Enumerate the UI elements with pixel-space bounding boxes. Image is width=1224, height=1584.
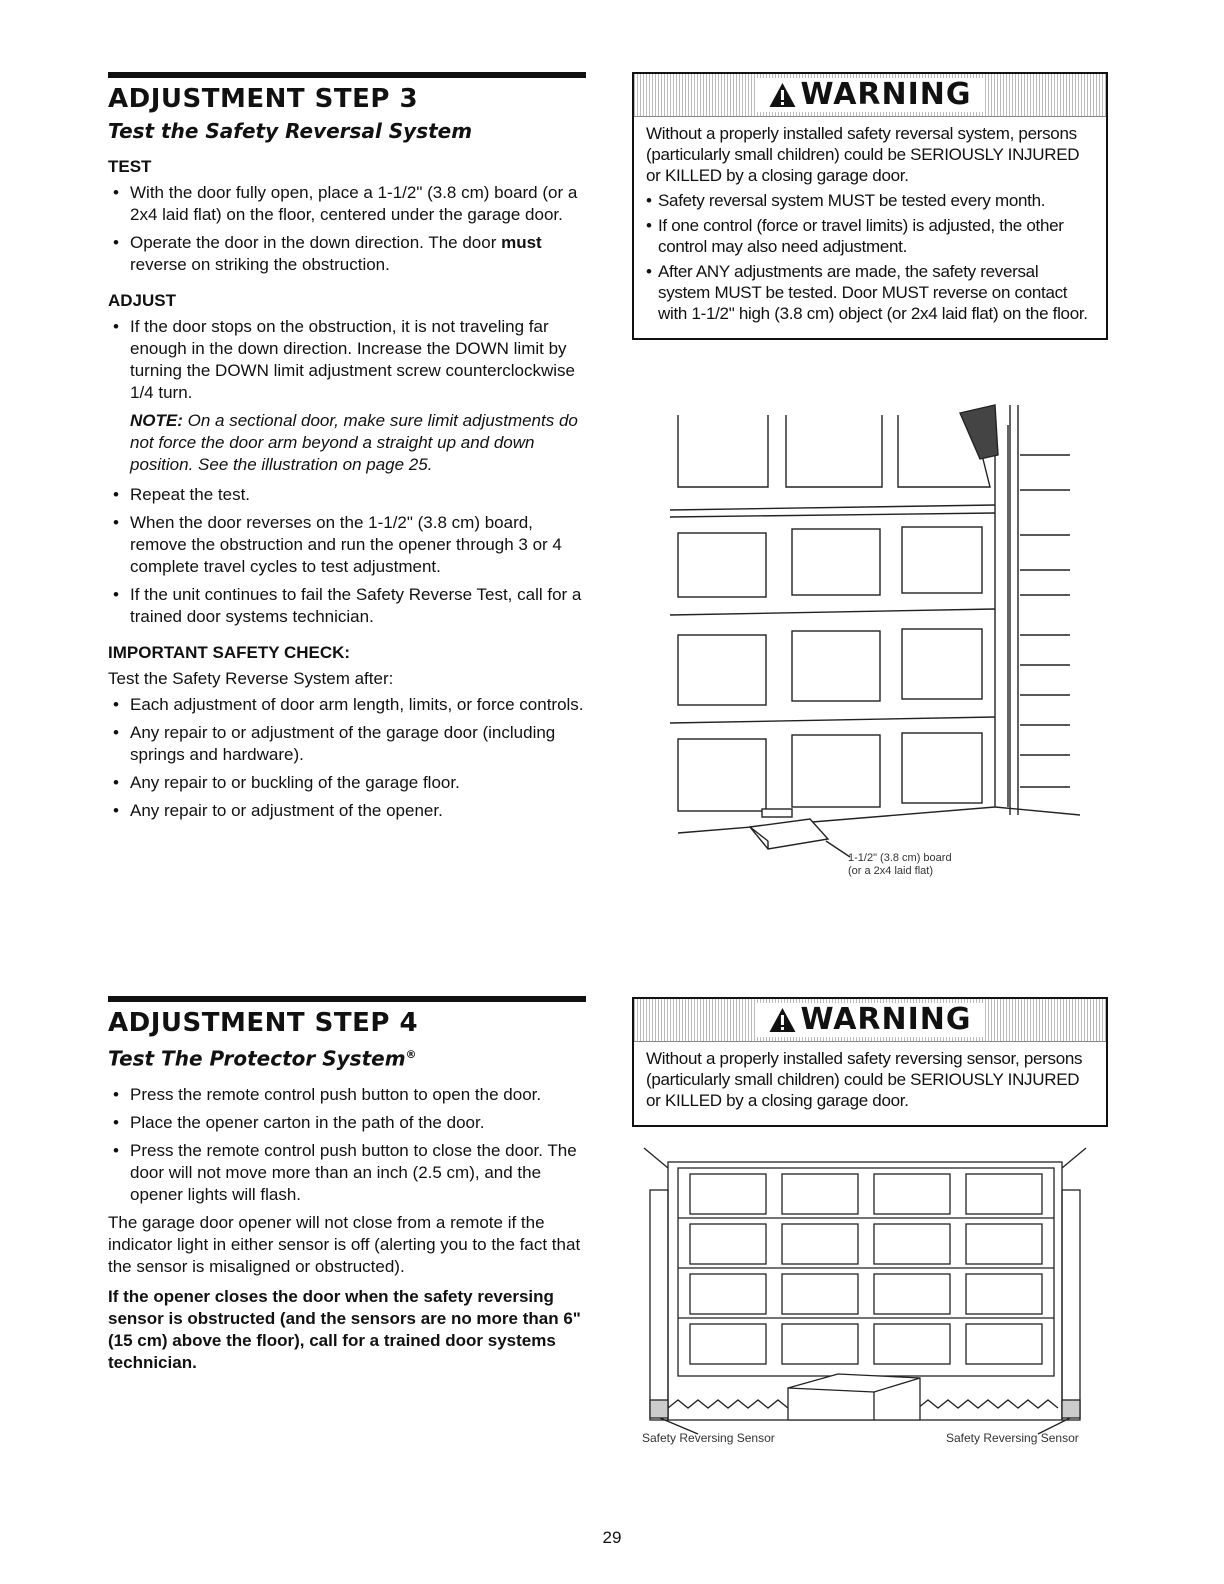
list-item: • Repeat the test. <box>108 484 586 506</box>
list-item: • When the door reverses on the 1-1/2" (3.8 cm) board, remove the obstruction and run the opener through 3 or 4 complete travel cycles to test adjustment. <box>108 512 586 578</box>
warning-text-1: WARNING <box>800 77 972 112</box>
warning-triangle-icon <box>768 82 796 108</box>
warning-box-1 <box>632 72 1108 340</box>
warning-body-2 <box>634 1042 1106 1125</box>
safety-heading: IMPORTANT SAFETY CHECK: <box>108 643 351 662</box>
list-item: • With the door fully open, place a 1-1/2" (3.8 cm) board (or a 2x4 laid flat) on the floor, centered under the garage door. <box>108 182 586 226</box>
list-item: • Each adjustment of door arm length, limits, or force controls. <box>108 694 586 716</box>
list-item: • Any repair to or adjustment of the opener. <box>108 800 586 822</box>
test-item-2-text: Operate the door in the down direction. The door must reverse on striking the obstruction. <box>130 233 542 274</box>
list-item: • If the unit continues to fail the Safety Reverse Test, call for a trained door systems technician. <box>108 584 586 628</box>
warning-frame-2 <box>632 997 1108 1127</box>
warning-box-2 <box>632 997 1108 1127</box>
warning-header-1 <box>634 74 1106 117</box>
list-item: • After ANY adjustments are made, the safety reversal system MUST be tested. Door MUST reverse on contact with 1-1/2" high (3.8 cm) object (or 2x4 laid flat) on the floor. <box>646 261 1094 324</box>
warning-label-1 <box>756 78 983 112</box>
list-item <box>108 232 586 276</box>
adjust-heading: ADJUST <box>108 291 177 310</box>
page-number: 29 <box>602 1528 622 1547</box>
list-item: • Any repair to or buckling of the garage floor. <box>108 772 586 794</box>
list-item: • Press the remote control push button to close the door. The door will not move more than an inch (2.5 cm), and the opener lights will flash. <box>108 1140 586 1206</box>
list-item: • Place the opener carton in the path of the door. <box>108 1112 586 1134</box>
step4-title: ADJUSTMENT STEP 4 <box>108 1008 419 1038</box>
test-list <box>108 182 586 276</box>
warning-body-1 <box>634 117 1106 338</box>
step3-title: ADJUSTMENT STEP 3 <box>108 84 419 114</box>
test-heading: TEST <box>108 157 152 176</box>
registered-mark: ® <box>405 1048 417 1061</box>
warning-label-2 <box>756 1003 983 1037</box>
list-item: • If one control (force or travel limits) is adjusted, the other control may also need adjustment. <box>646 215 1094 257</box>
warning-list-1 <box>646 190 1094 324</box>
step4-subtitle-text: Test The Protector System <box>108 1046 406 1071</box>
step4-subtitle <box>108 1042 586 1072</box>
board-caption <box>848 852 952 878</box>
list-item: • Any repair to or adjustment of the garage door (including springs and hardware). <box>108 722 586 766</box>
warning-intro-2: Without a properly installed safety reversing sensor, persons (particularly small children) could be SERIOUSLY INJURED or KILLED by a closing garage door. <box>646 1049 1083 1110</box>
warning-frame-1 <box>632 72 1108 340</box>
list-item: • Press the remote control push button to open the door. <box>108 1084 586 1106</box>
door-board-illustration <box>650 395 1090 865</box>
door-sensor-illustration <box>638 1138 1108 1438</box>
list-item: • If the door stops on the obstruction, it is not traveling far enough in the down direction. Increase the DOWN limit by turning the DOWN limit adjustment screw counterclockwise 1/4 turn. <box>108 316 586 404</box>
step3-subtitle: Test the Safety Reversal System <box>108 119 473 143</box>
left-column <box>108 72 586 828</box>
sensor-label-right: Safety Reversing Sensor <box>946 1431 1079 1445</box>
warning-intro-1: Without a properly installed safety reversal system, persons (particularly small children) could be SERIOUSLY INJURED or KILLED by a closing garage door. <box>646 124 1080 185</box>
step4-bold-paragraph: If the opener closes the door when the safety reversing sensor is obstructed (and the sensors are no more than 6" (15 cm) above the floor), call for a trained door systems technician. <box>108 1286 581 1372</box>
board-caption-line2: (or a 2x4 laid flat) <box>848 865 933 877</box>
adjust-list-more <box>108 484 586 628</box>
safety-intro: Test the Safety Reverse System after: <box>108 669 394 688</box>
adjust-list <box>108 316 586 404</box>
note <box>108 410 586 476</box>
step4-paragraph: The garage door opener will not close from a remote if the indicator light in either sensor is off (alerting you to the fact that the sensor is misaligned or obstructed). <box>108 1212 581 1276</box>
sensor-label-left: Safety Reversing Sensor <box>642 1431 775 1445</box>
board-caption-line1: 1-1/2" (3.8 cm) board <box>848 852 952 864</box>
safety-list <box>108 694 586 822</box>
step3-rule <box>108 72 586 78</box>
step4-rule <box>108 996 586 1002</box>
warning-header-2 <box>634 999 1106 1042</box>
left-column-step4 <box>108 996 586 1374</box>
note-label: NOTE: <box>130 411 183 430</box>
warning-triangle-icon <box>768 1007 796 1033</box>
step4-list <box>108 1084 586 1206</box>
list-item: • Safety reversal system MUST be tested every month. <box>646 190 1094 211</box>
warning-text-2: WARNING <box>800 1002 972 1037</box>
note-text: On a sectional door, make sure limit adjustments do not force the door arm beyond a straight up and down position. See the illustration on page 25. <box>130 411 578 474</box>
